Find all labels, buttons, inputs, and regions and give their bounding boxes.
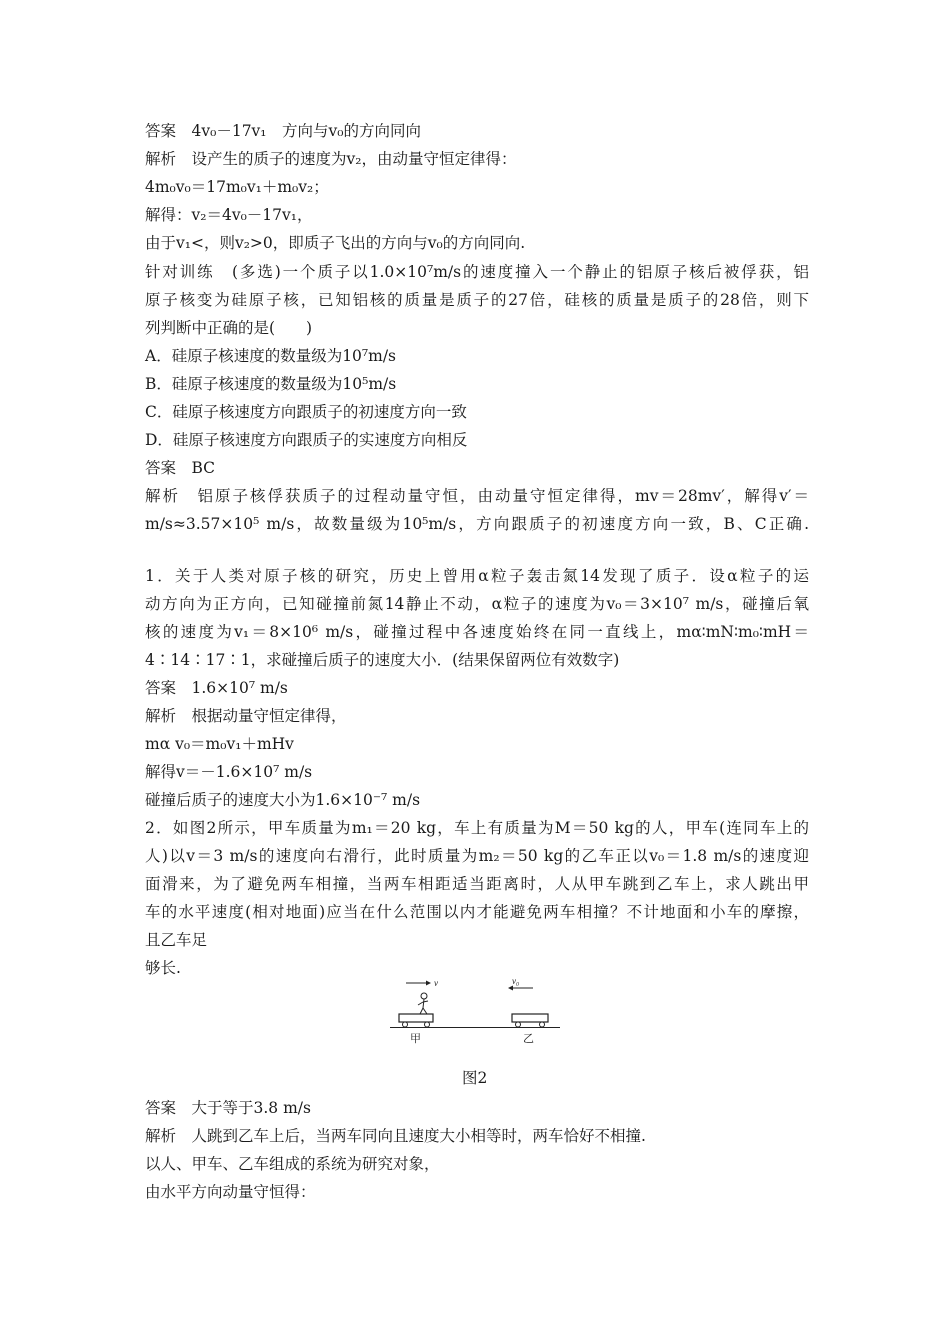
label-jia: 甲 (410, 1032, 421, 1044)
label-yi: 乙 (523, 1032, 534, 1044)
problem-1-line: 1．关于人类对原子核的研究，历史上曾用α粒子轰击氮14发现了质子．设α粒子的运 (145, 567, 809, 585)
conclusion-line: 碰撞后质子的速度大小为1.6×10⁻⁷ m/s (145, 791, 421, 809)
analysis-line: 解析 根据动量守恒定律得， (145, 707, 347, 725)
equation-line: 4m₀v₀＝17m₀v₁＋m₀v₂； (145, 178, 329, 196)
option-b: B．硅原子核速度的数量级为10⁵m/s (145, 375, 397, 393)
solution-line: 解得v＝－1.6×10⁷ m/s (145, 763, 313, 781)
option-c: C．硅原子核速度方向跟质子的初速度方向一致 (145, 403, 467, 421)
cart-yi (512, 1014, 548, 1022)
problem-2-line: 人)以v＝3 m/s的速度向右滑行，此时质量为m₂＝50 kg的乙车正以v₀＝1.8 m/s的速度迎 (145, 847, 809, 865)
answer-line: 答案 BC (145, 459, 216, 477)
problem-2-line: 2．如图2所示，甲车质量为m₁＝20 kg，车上有质量为M＝50 kg的人，甲车(连同车上的 (145, 819, 809, 837)
answer-line: 答案 1.6×10⁷ m/s (145, 679, 288, 697)
person-figure (418, 993, 428, 1014)
label-v0: v₀ (512, 976, 520, 986)
analysis-line: 解析 设产生的质子的速度为v₂，由动量守恒定律得： (145, 150, 517, 168)
option-d: D．硅原子核速度方向跟质子的实速度方向相反 (145, 431, 468, 449)
option-a: A．硅原子核速度的数量级为10⁷m/s (145, 347, 397, 365)
analysis-line: 解析 铝原子核俘获质子的过程动量守恒，由动量守恒定律得，mv＝28mv′，解得v′＝ (145, 487, 809, 505)
problem-2-line: 车的水平速度(相对地面)应当在什么范围以内才能避免两车相撞？不计地面和小车的摩擦， (145, 903, 809, 921)
equation-line: mα v₀＝m₀v₁＋mHv (145, 735, 294, 753)
answer-line: 答案 大于等于3.8 m/s (145, 1099, 311, 1117)
exercise-question-line: 针对训练 (多选)一个质子以1.0×10⁷m/s的速度撞入一个静止的铝原子核后被俘获，铝 (145, 263, 809, 281)
solution-line: 解得：v₂＝4v₀－17v₁， (145, 206, 313, 224)
problem-1-line: 核的速度为v₁＝8×10⁶ m/s，碰撞过程中各速度始终在同一直线上，mα∶mN∶m₀∶mH＝ (145, 623, 809, 641)
answer-line: 答案 4v₀－17v₁ 方向与v₀的方向同向 (145, 122, 421, 140)
figure-2-diagram (390, 976, 560, 1044)
problem-2-line: 面滑来，为了避免两车相撞，当两车相距适当距离时，人从甲车跳到乙车上，求人跳出甲 (145, 875, 809, 893)
label-v: v (434, 978, 438, 988)
problem-2-line: 够长. (145, 959, 181, 977)
problem-1-line: 动方向为正方向，已知碰撞前氮14静止不动，α粒子的速度为v₀＝3×10⁷ m/s，碰撞后氧 (145, 595, 809, 613)
exercise-question-line: 列判断中正确的是( ) (145, 319, 313, 337)
conclusion-line: 由于v₁<，则v₂>0，即质子飞出的方向与v₀的方向同向. (145, 234, 526, 252)
exercise-question-line: 原子核变为硅原子核，已知铝核的质量是质子的27倍，硅核的质量是质子的28倍，则下 (145, 291, 809, 309)
analysis-line: 解析 人跳到乙车上后，当两车同向且速度大小相等时，两车恰好不相撞. (145, 1127, 646, 1145)
cart-jia (399, 1014, 433, 1022)
problem-1-line: 4∶14∶17∶1，求碰撞后质子的速度大小．(结果保留两位有效数字) (145, 651, 620, 669)
analysis-line: m/s≈3.57×10⁵ m/s，故数量级为10⁵m/s，方向跟质子的初速度方向一致，B、C正确. (145, 515, 809, 533)
analysis-line: 以人、甲车、乙车组成的系统为研究对象， (145, 1155, 440, 1173)
figure-caption: 图2 (462, 1069, 488, 1087)
analysis-line: 由水平方向动量守恒得： (145, 1183, 316, 1201)
problem-2-line: 且乙车足 (145, 931, 208, 949)
